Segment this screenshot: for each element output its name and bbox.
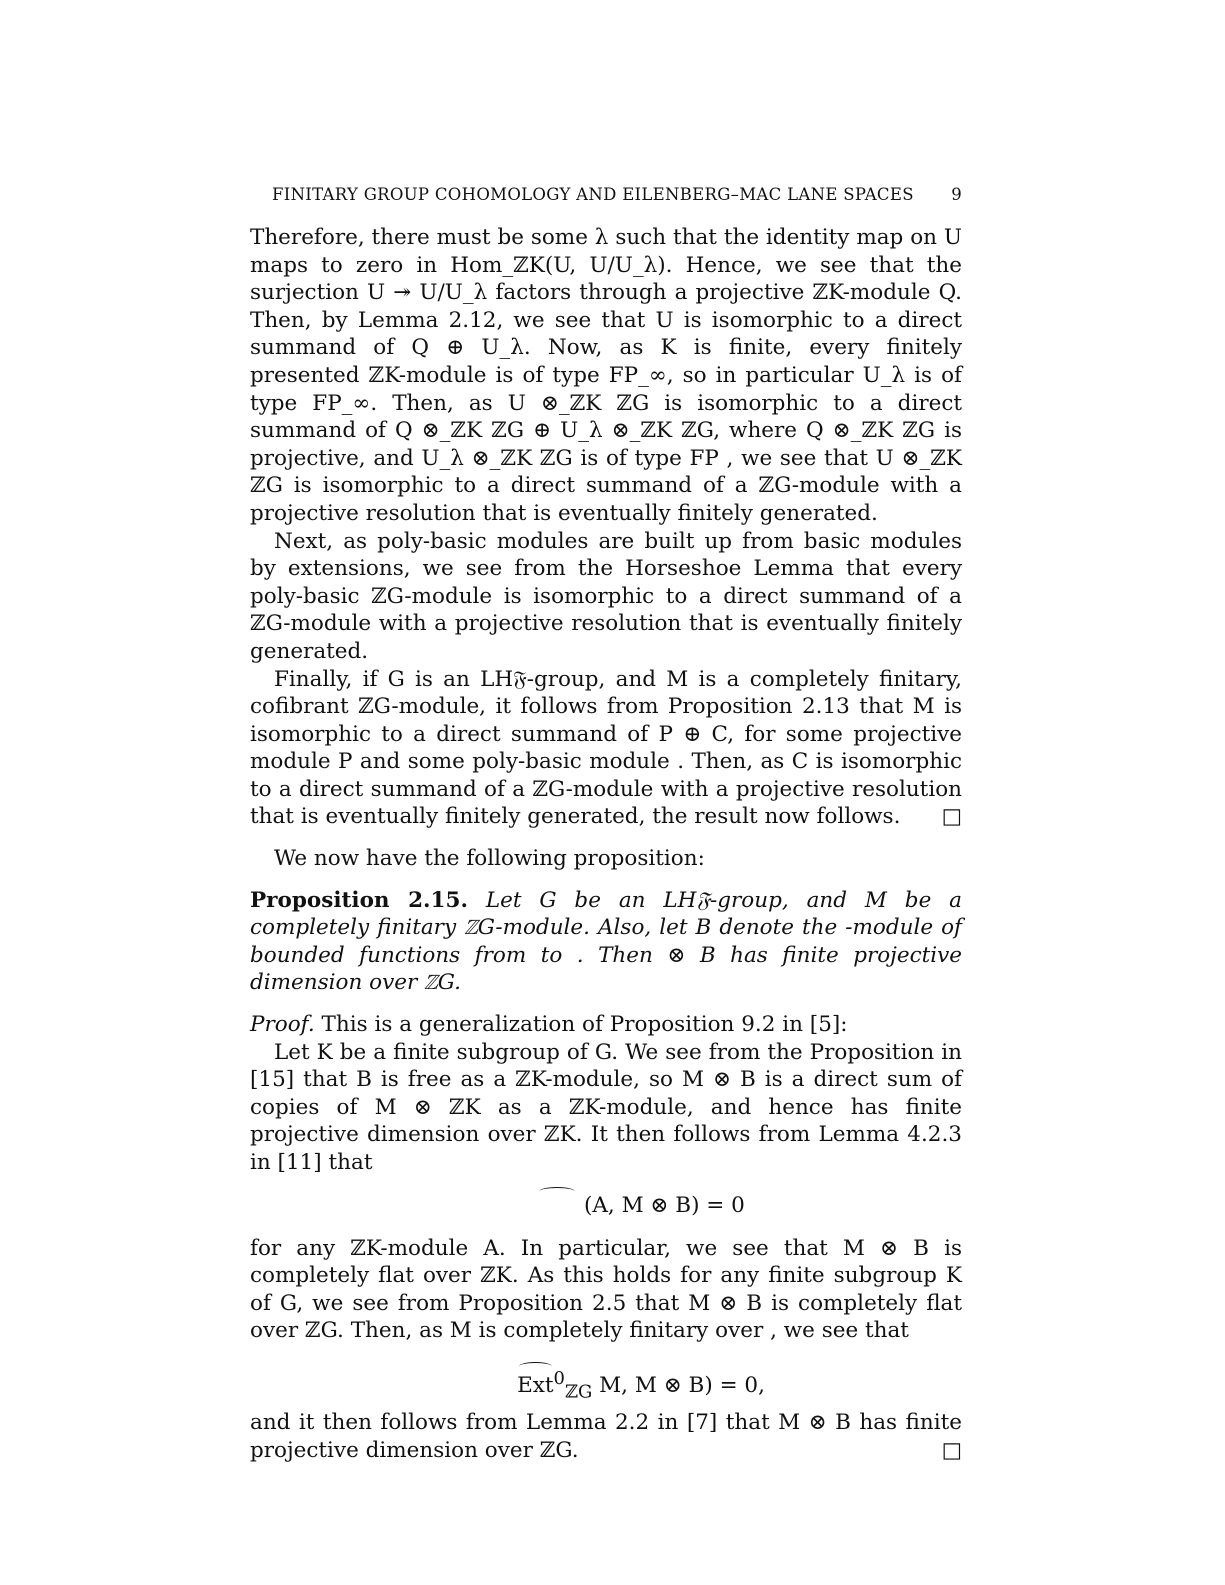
proof-intro: Proof. This is a generalization of Proposition 9.2 in [5]: (250, 1012, 848, 1038)
proof-paragraph-3: and it then follows from Lemma 2.2 in [7] that M ⊗ B has finite projective dimension over ℤG. □ (250, 1409, 962, 1463)
paragraph-2: Next, as poly-basic modules are built up from basic modules by extensions, we see from the Horseshoe Lemma that every poly-basic ℤG-module is isomorphic to a direct summand of a ℤG-module with a projective resolution that is eventually finitely generated. (250, 528, 962, 664)
page (250, 180, 962, 1464)
paragraph-1: Therefore, there must be some λ such that the identity map on U maps to zero in Hom_ℤK(U, U/U_λ). Hence, we see that the surjection U ↠ U/U_λ factors through a projective ℤK-module Q. Then, by Lemma 2.12, we see that U is isomorphic to a direct summand of Q ⊕ U_λ. Now, as K is finite, every finitely presented ℤK-module is of type FP_∞, so in particular U_λ is of type FP_∞. Then, as U ⊗_ℤK ℤG is isomorphic to a direct summand of Q ⊗_ℤK ℤG ⊕ U_λ ⊗_ℤK ℤG, where Q ⊗_ℤK ℤG is projective, and U_λ ⊗_ℤK ℤG is of type FP , we see that U ⊗_ℤK ℤG is isomorphic to a direct summand of a ℤG-module with a projective resolution that is eventually finitely generated. (250, 225, 962, 526)
ext-operator: Ext (517, 1364, 553, 1408)
ext-subscript: ℤG (564, 1381, 593, 1403)
proposition-label: Proposition 2.15. (250, 887, 468, 913)
page-number: 9 (951, 185, 962, 205)
qed-symbol: □ (941, 804, 962, 830)
proof-paragraph-2: for any ℤK-module A. In particular, we see that M ⊗ B is completely flat over ℤK. As this holds for any finite subgroup K of G, we see from Proposition 2.5 that M ⊗ B is completely flat over ℤG. Then, as M is completely finitary over , we see that (250, 1235, 962, 1344)
display-equation-1: (A, M ⊗ B) = 0 (250, 1189, 962, 1223)
proposition (250, 887, 962, 997)
paragraph-3: Finally, if G is an LH𝔉-group, and M is a completely finitary, cofibrant ℤG-module, it follows from Proposition 2.13 that M is isomorphic to a direct summand of P ⊕ C, for some projective module P and some poly-basic module . Then, as C is isomorphic to a direct summand of a ℤG-module with a projective resolution that is eventually finitely generated, the result now follows. □ (250, 666, 962, 830)
paragraph-4: We now have the following proposition: (274, 846, 705, 872)
qed-symbol-2: □ (941, 1437, 962, 1463)
running-title: FINITARY GROUP COHOMOLOGY AND EILENBERG–MAC LANE SPACES (272, 185, 914, 205)
proof-label: Proof. (250, 1012, 315, 1038)
running-head (272, 180, 962, 210)
proposition-statement: Let G be an LH𝔉-group, and M be a completely finitary ℤG-module. Also, let B denote the -module of bounded functions from to . Then ⊗ B has finite projective dimension over ℤG. (250, 887, 962, 996)
ext-superscript: 0 (553, 1367, 565, 1389)
hat-accent (537, 1189, 577, 1223)
proof-paragraph-1: Let K be a finite subgroup of G. We see from the Proposition in [15] that B is free as a ℤK-module, so M ⊗ B is a direct sum of copies of M ⊗ ℤK as a ℤK-module, and hence has finite projective dimension over ℤK. It then follows from Lemma 4.2.3 in [11] that (250, 1039, 962, 1175)
display-equation-2: Ext$^0_{ℤG}$ M, M ⊗ B) = 0, (250, 1357, 962, 1397)
